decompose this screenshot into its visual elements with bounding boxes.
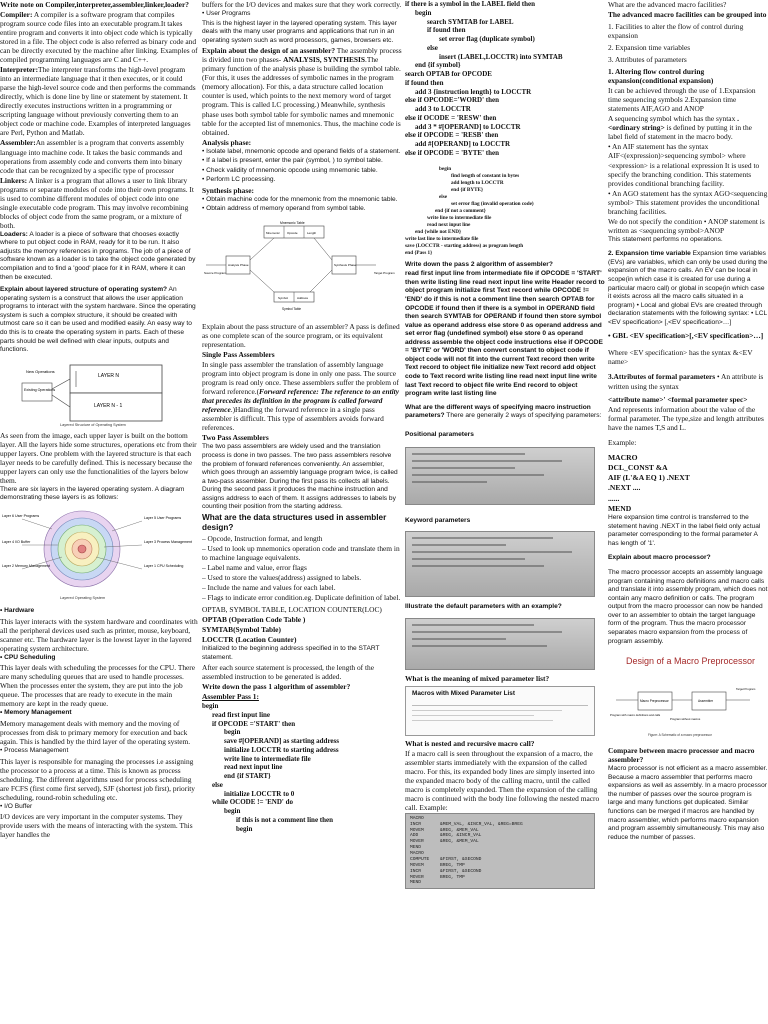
code-line: end {if START} [224,772,271,781]
para-compare: Macro processor is not efficient as a macro assembler. Because a macro assembler that performs macro expansions as well as assembly. In a macro processor the number of passes over the source program is large and many functions get duplicated. Similar functions can be merged if macros are handled by macro assembler, which performs macro expansion and program assembly simultaneously. This may also reduce the number of passes. [608,765,768,841]
list-data-structures [202,534,402,602]
code-line: begin [224,807,241,816]
macro-row: ADD &REG, &INCR_VAL [410,833,482,839]
code-line: else if OPCODE = 'BYTE' then [405,148,500,157]
code-line: initialize LOCCTR to 0 [224,789,295,798]
code-line: search OPTAB for OPCODE [405,70,492,78]
code-line: AIF (L'&A EQ 1) .NEXT [608,473,690,483]
para-sequencing: A sequencing symbol which has the syntax .<ordinary string> is defined by putting it in the label field of statement in the macro body. [608,114,752,142]
code-line: initialize LOCCTR to starting address [224,745,339,754]
macro-row: MACRO [410,815,424,821]
para-hardware: This layer interacts with the system hardware and coordinates with all the peripheral devices used such as printer, mouse, keyboard, scanner etc. The hardware layer is the lowest layer in the layered operating system architecture. [0,616,198,653]
figure-label: Symbol [278,296,289,301]
code-line: while OCODE != 'END' do [212,798,293,807]
list-item: – Label name and value, error flags [202,562,307,572]
image-keyword-params [405,531,595,597]
para-gbl: • GBL <EV specification>[,<EV specification>…] [608,331,764,341]
para-linker: Linkers: A linker is a program that allows a user to link library programs or separate modules of code into their own programs. It is used to combine different modules of object code into one single executable code program. This may involve recombining blocks of object code from the same program, or a mixture of both. [0,175,194,230]
layered-os-rings-diagram [0,507,198,603]
code-line: insert (LABEL,LOCCTR) into SYMTAB [439,52,563,61]
macro-row: MOVEM &REG, &MEM_VAL [410,827,479,833]
macro-row: COMPUTE &FIRST, &SECOND [410,856,482,862]
code-line: find length of constant in bytes [451,172,520,179]
para-example-text: Here expansion time control is transferred to the stetement having .NEXT in the label field only actual parameter corresponding to the formal parameter A has length of '1'. [608,514,761,547]
heading-default-params: Illustrate the default parameters with an example? [405,602,562,610]
macro-preprocessor-diagram [608,650,768,742]
para-expansion-var: 2. Expansion time variable Expansion time variables (EVs) are variables, which can only be used during the expansion of the macro calls. An EV can be local in scope(in which case it is created for use during a particular macro call) or global in scope(in which case it exists across all the macro calls situated in a program) • Local and global EVs are created through declaration statements with the following syntax: • LCL <EV specification> [,<EV specification>…] [608,250,768,326]
label-memory: • Memory Management [0,709,72,717]
para-six-layers: There are six layers in the layered operating system. A diagram demonstrating these layers is as follows: [0,485,185,502]
list-item: • Perform LC processing. [202,176,276,184]
code-line: begin [202,702,219,711]
figure-label: Macro Preprocessor [640,699,669,704]
code-pass1 [202,702,402,833]
list-item: 1. Facilities to alter the flow of control during expansion [608,22,744,41]
figure-macro-preprocessor [608,650,768,742]
figure-layered-structure [0,361,198,427]
code-line: begin [236,824,253,833]
code-line: add 3 {instruction length} to LOCCTR [415,87,532,96]
figure-label: Layer 2 Memory Management [2,563,50,568]
para-pass2: read first input line from intermediate file if OPCODE = 'START' then write listing line read next input line write Header record to object program initialize first Text record while OPCODE != 'END' do if this is not a comment line then search OPTAB for OPCODE if found then if there is a symbol in OPERAND field then search SYMTAB for OPERAND if found then store symbol value as operand address else store 0 as operand address and set error flag (undefined symbol) else store 0 as operand address assemble the object code instructions else if OPCODE = 'BYTE' or 'WORD' then convert constant to object code if object code will not fit into the current Text record then write Text record to object file initialize new Text record add object code to Text record write listing line read next input line write last Text record to object file write End record to object program write last listing line [405,270,605,398]
para-user-programs: This is the highest layer in the layered operating system. This layer deals with the many user programs and applications that run in an operating system such as word processors, games, browsers etc. [202,19,397,44]
code-line: write line to intermediate file [427,214,492,221]
figure-label: Layer 4 I/O Buffer [2,539,31,544]
label-optab: OPTAB (Operation Code Table ) [202,614,306,624]
figure-label: Existing Operations [24,387,56,392]
para-locctr: Initialized to the beginning address specified in to the START statement. [202,644,380,661]
heading-two-pass: Two Pass Assemblers [202,433,269,443]
code-line: MEND [608,503,632,513]
label-hardware: • Hardware [0,606,35,614]
image-mixed-params [405,686,595,736]
label-example: Example: [608,437,637,447]
code-line: begin [415,8,432,17]
code-line: DCL_CONST &A [608,462,668,472]
code-line: end {while not END} [415,228,462,235]
heading-positional: Positional parameters [405,430,474,438]
code-line: .NEXT .... [608,483,641,493]
figure-label: Layer 1 CPU Scheduling [144,563,184,568]
list-synthesis [202,196,402,214]
code-line: add #[OPERAND] to LOCCTR [415,140,511,148]
list-item: • Obtain machine code for the mnemonic from the mnemonic table. [202,195,398,203]
figure-label: Program without macros [670,717,701,722]
figure-label: New Operations [26,368,55,374]
image-nested-macro [405,813,595,890]
code-line: set error flag (invalid operation code) [451,200,534,207]
macro-row: MOVEM BREG, TMP [410,862,465,868]
label-symtab: SYMTAB(Symbol Table) [202,624,281,634]
subheading-advanced: The advanced macro facilities can be grouped into [608,10,767,20]
list-item: – Flags to indicate error condition.eg. Duplicate definition of label. [202,592,401,602]
column-4 [608,0,768,1024]
label-cpu: • CPU Scheduling [0,653,56,661]
code-line: search SYMTAB for LABEL [427,17,514,26]
label-locctr: LOCCTR (Location Counter) [202,634,297,644]
macro-row: INCR &FIRST, &SECOND [410,868,482,874]
figure-assembler-design [202,218,402,318]
code-line: read next input line [427,221,471,228]
figure-label: Length [307,231,317,236]
heading-mixed: What is the meaning of mixed parameter list? [405,673,550,683]
para-io-cont: buffers for the I/O devices and makes sure that they work correctly. [202,0,402,9]
label-user-programs: • User Programs [202,10,251,18]
para-single-pass: In single pass assembler the translation of assembly language program into object program is done in only one pass. The source program is read only once. These assemblers suffer the problem of forward reference.(Forward reference: The reference to an entity that precedes its definition in the program is called forward reference.)Handling the forward reference in a single pass assembler is difficult. This type of assemblers avoids forward references. [202,360,400,433]
para-layered-2: As seen from the image, each upper layer is built on the bottom layer. All the layers hide some structures, operations etc from their upper layers. One problem with the layered structure is that each layer needs to be carefully defined. This is necessary because the upper layers can only use the functionalities of the layers below them. [0,430,197,485]
figure-label: Symbol Table [282,307,302,312]
para-macro-processor: The macro processor accepts an assembly language program containing macro definitions and macro calls and translate it into assembly program, which does not contain any macro definition or calls. The program output from the macro processor can now be handed over to an assembler to obtain the target language form of the program. Thus the macro processor separates macro expansion from the process of program assembly. [608,569,768,645]
figure-label: Target Program [374,271,395,276]
code-line: if OPCODE ='START' then [212,719,296,728]
para-attr-syntax: <attribute name>' <formal parameter spec> [608,394,748,404]
figure-label: Layer 6 User Programs [2,513,40,518]
para-tables: OPTAB, SYMBOL TABLE, LOCATION COUNTER(LOC) [202,604,382,614]
para-nested: If a macro call is seen throughout the expansion of a macro, the assembler starts immediately with the expansion of the called macro. For this, its expanded body lines are simply inserted into the expanded macro body of the calling macro, until the called macro is completely expanded. Then the expansion of the calling macro is continued with the body line following the nested macro call. Example: [405,748,600,812]
para-compiler: Compiler: A compiler is a software program that compiles program source code files into an executable program.It takes entire program and converts it into object code which is typically stored in a file. The object code is also referred as binary code and can be directly executed by the machine after linking. Examples of compiled programming languages are C and C++. [0,10,198,65]
code-line: add 3 to LOCCTR [415,105,471,113]
heading-nested: What is nested and recursive macro call? [405,738,535,748]
figure-caption: Layered Structure of Operating System [60,422,126,427]
assembler-design-diagram [202,218,402,318]
list-item: 3. Attributes of parameters [608,55,687,65]
column-1 [0,0,198,1024]
figure-label: Layer 5 User Programs [144,515,182,520]
para-ways: What are the different ways of specifying macro instruction parameters? There are generally 2 ways of specifying parameters: [405,403,602,420]
figure-label: Mnemonic Table [280,221,305,226]
macro-row: INCR &MEM_VAL, &INCR_VAL, &REG=BREG [410,821,523,827]
heading-keyword: Keyword parameters [405,517,471,525]
figure-caption: Layered Operating System [60,595,106,600]
heading-pass1: Write down the pass 1 algorithm of assembler? [202,682,351,692]
code-line: write last line to intermediate file [405,235,479,242]
figure-label: Target Program [736,687,756,692]
list-item: – Used to store the values(address) assigned to labels. [202,572,362,582]
code-line: else if OCODE = 'RESW' then [405,113,497,122]
para-design: Explain about the design of an assembler? The assembly process is divided into two phases- ANALYSIS, SYNTHESIS.The primary function of the analysis phase is building the symbol table.(For this, it uses the addresses of symbolic names in the program (memory allocation). For this, a data structure called location counter is used, which points to the next memory word of target program. This is called LC processing.) Meanwhile, synthesis phase uses both symbol table for symbolic names and mnemonic table for the accepted list of mnemonics. Thus, the machine code is obtained. [202,46,402,137]
figure-caption: Figure: A Schematic of a macro preprocessor [648,733,712,738]
para-assembler: Assembler:An assembler is a program that converts assembly language into machine code. It takes the basic commands and operations from assembly code and converts them into binary code that can be recognized by a specific type of processor [0,138,185,175]
heading-compiler-note: Write note on Compiler,interpreter,assembler,linker,loader? [0,0,189,9]
code-line: else if OPCODE='WORD' then [405,96,500,105]
para-cpu: This layer deals with scheduling the processes for the CPU. There are many scheduling queues that are used to handle processes. When the processes enter the system, they are put into the job queue. The processes that are ready to execute in the main memory are kept in the ready queue. [0,663,196,709]
code-line: end {if not a comment} [435,207,486,214]
para-anop: We do not specify the condition • ANOP statement is written as <sequencing symbol>ANOP [608,216,765,235]
macro-row: MACRO [410,851,424,857]
figure-label: Opcode [287,231,298,236]
code-line: read next input line [224,763,283,772]
layered-structure-diagram [0,361,198,427]
code-line: else [212,780,223,789]
heading-synthesis: Synthesis phase: [202,185,254,195]
macro-row: MEND [410,845,422,851]
code-line: end {Pass 1} [405,249,433,256]
macro-row: MEND [410,880,422,886]
para-layered: Explain about layered structure of operating system? An operating system is a construct that allows the user application programs to interact with the system hardware. Since the operating system is such a complex structure, it should be created with utmost care so it can be used and modified easily. An easy way to do this is to create the operating system in parts. Each of these parts should be well defined with clear inputs, outputs and functions. [0,286,196,354]
list-analysis [202,148,402,185]
figure-label: LAYER N [98,372,120,379]
figure-label: Address [297,296,309,301]
figure-layered-os [0,507,198,603]
column-3 [405,0,605,1024]
figure-title: Design of a Macro Preprocessor [626,656,756,667]
para-where: Where <EV specification> has the syntax &<EV name> [608,348,753,367]
para-locctr-2: After each source statement is processed, the length of the assembled instruction to be generated is added. [202,663,374,682]
code-line: else if OPCODE = 'RESB' then [405,131,499,140]
code-line: write line to intermediate file [224,754,311,763]
para-anop-2: This statement performs no operations. [608,235,723,243]
mixed-image-title: Macros with Mixed Parameter List [412,689,515,697]
para-loader: Loaders: A loader is a piece of software that chooses exactly where to put object code in RAM, ready for it to be run. It also adjusts the memory references in programs. The job of a piece of software known as a loader is to take the object code generated by compilation and to find a 'good' place for it in RAM, where it can then be executed. [0,230,196,281]
para-ago: • An AGO statement has the syntax AGO<sequencing symbol> This statement provides the unconditional branching facilities. [608,188,768,216]
list-item: • Isolate label, mnemonic opcode and operand fields of a statement. [202,147,401,155]
heading-macro-processor: Explain about macro processor? [608,554,711,562]
heading-single-pass: Single Pass Assemblers [202,350,275,360]
image-default-params [405,618,595,670]
para-interpreter: Interpreter:The interpreter transforms the high-level program into an intermediate language that it then executes, or it could parse the high-level source code and then performs the commands directly, which is done line by line or statement by statement. It directly executes instructions written in a programming or scripting language without previously converting them to an object code or machine code. Examples of interpreted languages are Perl, Python and Matlab. [0,65,196,138]
heading-advanced: What are the advanced macro facilities? [608,0,727,9]
code-line: save (LOCCTR - starting address) as program length [405,242,524,249]
code-line: end {if BYTE} [451,186,484,193]
code-line: if found then [405,78,444,87]
para-io: I/O devices are very important in the computer systems. They provide users with the means of interacting with the system. This layer handles the [0,812,193,840]
code-pass1-cont [405,0,605,158]
list-item: 2. Expansion time variables [608,43,691,53]
code-line: read first input line [212,710,271,719]
figure-label: Mnemonic [266,231,280,236]
para-attributes: 3.Attributes of formal parameters • An attribute is written using the syntax [608,372,764,391]
code-line: end {if symbol} [415,61,461,70]
heading-compare: Compare between macro processor and macro assembler? [608,746,755,765]
figure-label: Assembler [698,699,714,704]
para-pass-structure: Explain about the pass structure of an assembler? A pass is defined as one complete scan of the source program, or its equivalent representation. [202,322,400,350]
para-process: This layer is responsible for managing the processes i.e assigning the processor to a process at a time. This is known as process scheduling. The different algorithms used for process scheduling are FCFS (first come first served), SJF (shortest job first), priority scheduling, round-robin scheduling etc. [0,756,196,802]
code-line: save #[OPERAND] as starting address [224,737,339,746]
code-line: if there is a symbol in the LABEL field then [405,0,535,8]
figure-label: Analysis Phase [228,263,249,268]
figure-label: Layer 3 Process Management [144,539,192,544]
list-item: • Obtain address of memory operand from symbol table. [202,205,366,213]
heading-altering-flow: 1. Altering flow control during expansion(conditional expansion) [608,67,714,86]
list-item: – Include the name and values for each label. [202,582,336,592]
code-line: add 3 * #[OPERAND] to LOCCTR [415,122,521,131]
heading-data-structures: What are the data structures used in assembler design? [202,512,387,532]
code-line: add length to LOCCTR [451,179,504,186]
macro-row: MOVER BREG, TMP [410,874,465,880]
heading-pass2: Write down the pass 2 algorithm of assembler? [405,260,553,268]
list-item: • If a label is present, enter the pair (symbol, ) to symbol table. [202,157,383,165]
label-assembler-pass1: Assembler Pass 1: [202,692,259,702]
column-2 [202,0,402,1024]
list-item: – Opcode, Instruction format, and length [202,533,323,543]
code-line: ...... [608,493,620,503]
code-line: MACRO [608,452,638,462]
figure-label: Source Program [204,271,226,276]
label-process: • Process Management [0,747,69,755]
figure-label: Synthesis Phase [334,263,357,268]
para-two-pass: The two pass assemblers are widely used and the translation process is done in two passes. The two pass assemblers resolve the problem of forward references conveniently. An assembler, which goes through an assembly language program twice, is called a two-pass assembler. During the first pass its collects all labels. During the second pass it produces the machine instruction and assigns address to each of them. It assigns addresses to labels by counting their position from the starting address. [202,443,398,511]
code-line: else [427,43,438,52]
code-line: begin [224,728,241,737]
code-line: else [439,193,448,200]
figure-label: LAYER N - 1 [94,402,123,409]
label-io: • I/O Buffer [0,802,33,810]
code-example [608,453,768,514]
list-item: – Used to look up mnemonics operation code and translate them in to machine language equivalents. [202,543,400,562]
figure-label: Program with macro definitions and calls [610,713,661,718]
para-altering-flow: It can be achieved through the use of 1.Expansion time sequencing symbols 2.Expansion time statements AIF,AGO and ANOP [608,86,756,114]
code-line: if this is not a comment line then [236,815,334,824]
code-pass1-end [405,166,605,257]
code-line: set error flag (duplicate symbol) [439,35,535,43]
code-line: begin [439,165,452,172]
code-line: if found then [427,26,466,35]
image-positional-params [405,447,595,505]
para-memory: Memory management deals with memory and the moving of processes from disk to primary memory for execution and back again. This is handled by the third layer of the operating system. [0,718,191,746]
list-item: • Check validity of mnemonic opcode using mnemonic table. [202,166,378,174]
para-aif: • An AIF statement has the syntax AIF<(expression)>sequencing symbol> where <expression> is a relational expression It is used to specify the branching condition. This statements provides conditional branching facility. [608,142,760,188]
macro-row: MOVER &REG, &MEM_VAL [410,839,479,845]
para-attr-2: And represents information about the value of the formal parameter. The type,size and length attributes have the names T,S and L. [608,404,764,432]
heading-analysis: Analysis phase: [202,137,252,147]
